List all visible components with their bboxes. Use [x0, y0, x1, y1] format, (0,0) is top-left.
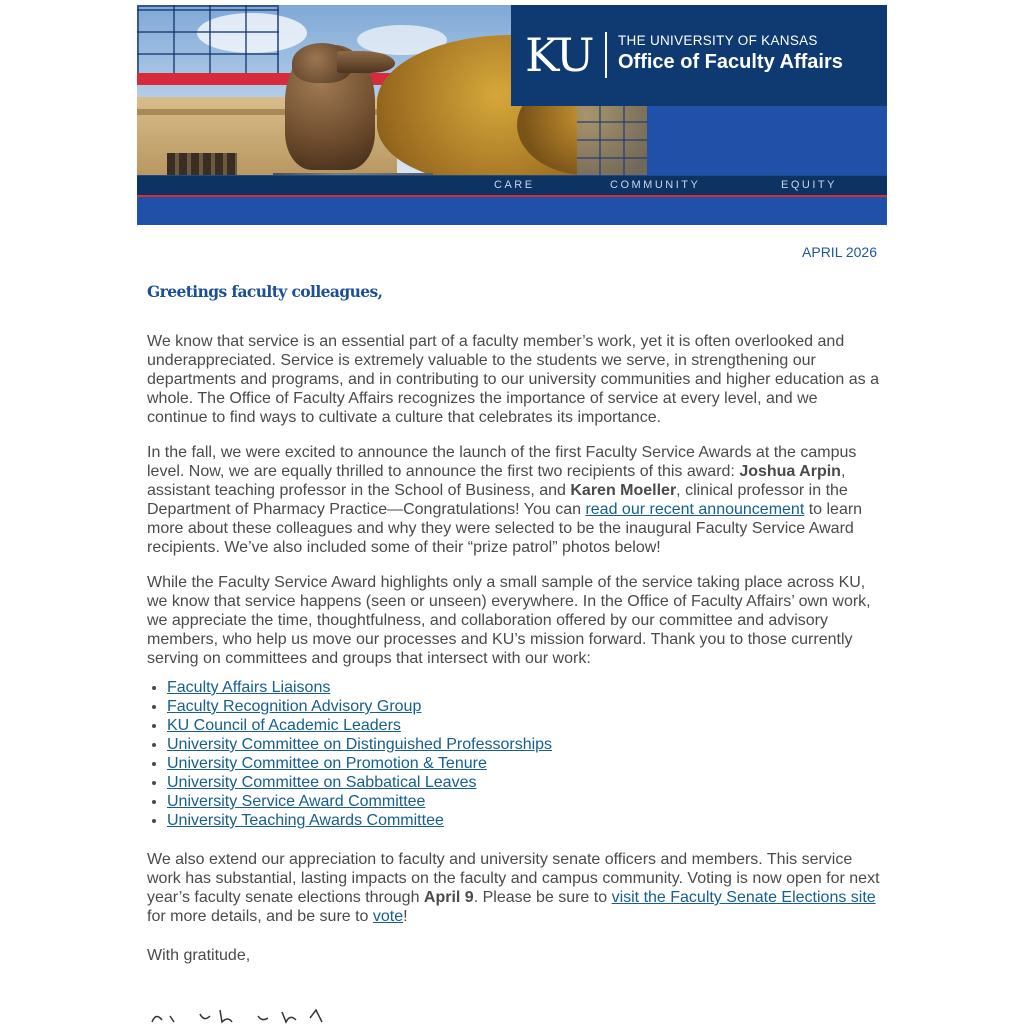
text-span: for more details, and be sure to [147, 908, 373, 925]
recipient-name: Joshua Arpin [739, 463, 841, 480]
paragraph-awards [147, 443, 882, 557]
committee-link[interactable]: Faculty Affairs Liaisons [167, 679, 331, 696]
paragraph-service: While the Faculty Service Award highlights only a small sample of the service taking place across KU, we know that service happens (seen or unseen) everywhere. In the Office of Faculty Affairs’ own work, we appreciate the time, thoughtfulness, and collaboration offered by our committee and advisory members, who help us move our processes and KU’s mission forward. Thank you to those currently serving on committees and groups that intersect with our work: [147, 574, 871, 667]
committee-link[interactable]: Faculty Recognition Advisory Group [167, 698, 422, 715]
committee-link[interactable]: University Committee on Promotion & Tenure [167, 755, 487, 772]
committee-link[interactable]: University Teaching Awards Committee [167, 812, 444, 829]
list-item [167, 735, 552, 754]
list-item [167, 678, 552, 697]
paragraph-intro: We know that service is an essential part of a faculty member’s work, yet it is often overlooked and underappreciated. Service is extremely valuable to the students we serve, in strengthening our departments and programs, and in contributing to our university communities and higher education as a whole. The Office of Faculty Affairs recognizes the importance of service at every level, and we continue to find ways to cultivate a culture that celebrates its importance. [147, 333, 879, 426]
text-span: . Please be sure to [473, 889, 612, 906]
committee-link[interactable]: University Committee on Distinguished Professorships [167, 736, 553, 753]
list-item [167, 811, 552, 830]
list-item [167, 754, 552, 773]
window-grid-graphic [137, 5, 279, 77]
text-span: In the fall, we were excited to announce the launch of the first Faculty Service Awards at the campus level. Now, we are equally thrilled to announce the first two recipients of this award: [147, 444, 857, 480]
glass-panel-graphic [577, 105, 647, 175]
announcement-link[interactable]: read our recent announcement [585, 501, 805, 518]
text-span: We also extend our appreciation to faculty and university senate officers and members. This service work has substantial, lasting impacts on the faculty and campus community. Voting is now open for next year’s faculty senate elections through [147, 851, 880, 906]
blue-band [137, 197, 887, 225]
value-equity: EQUITY [781, 179, 837, 191]
ku-logo-mark: KU [525, 28, 593, 82]
senate-elections-link[interactable]: visit the Faculty Senate Elections site [611, 889, 876, 906]
building-windows [167, 153, 237, 177]
issue-date: APRIL 2026 [802, 244, 877, 260]
blue-panel [647, 106, 887, 175]
handwritten-signature [150, 1006, 350, 1024]
deadline-date: April 9 [423, 889, 474, 906]
university-name: THE UNIVERSITY OF KANSAS [618, 33, 818, 48]
greeting-heading: Greetings faculty colleagues, [147, 282, 383, 301]
list-item [167, 697, 552, 716]
text-span: to learn more about these colleagues and why they were selected to be the inaugural Faculty Service Award recipients. We’ve also included some of their “prize patrol” photos below! [147, 501, 863, 556]
text-span: , clinical professor in the Department of Pharmacy Practice—Congratulations! You can [147, 482, 848, 518]
logo-divider [605, 32, 607, 78]
list-item [167, 773, 552, 792]
committee-link[interactable]: University Service Award Committee [167, 793, 426, 810]
committee-link[interactable]: KU Council of Academic Leaders [167, 717, 401, 734]
office-name: Office of Faculty Affairs [618, 51, 843, 73]
list-item [167, 716, 552, 735]
text-span: , assistant teaching professor in the School of Business, and [147, 463, 846, 499]
closing-line: With gratitude, [147, 947, 251, 964]
text-span: ! [403, 908, 408, 925]
jayhawk-statue-beak [337, 51, 395, 73]
committee-list [147, 678, 552, 830]
recipient-name: Karen Moeller [570, 482, 677, 499]
value-care: CARE [494, 179, 535, 191]
value-community: COMMUNITY [610, 179, 701, 191]
vote-link[interactable]: vote [372, 908, 404, 925]
committee-link[interactable]: University Committee on Sabbatical Leaves [167, 774, 477, 791]
paragraph-senate [147, 850, 882, 926]
header-banner [137, 5, 887, 225]
list-item [167, 792, 552, 811]
